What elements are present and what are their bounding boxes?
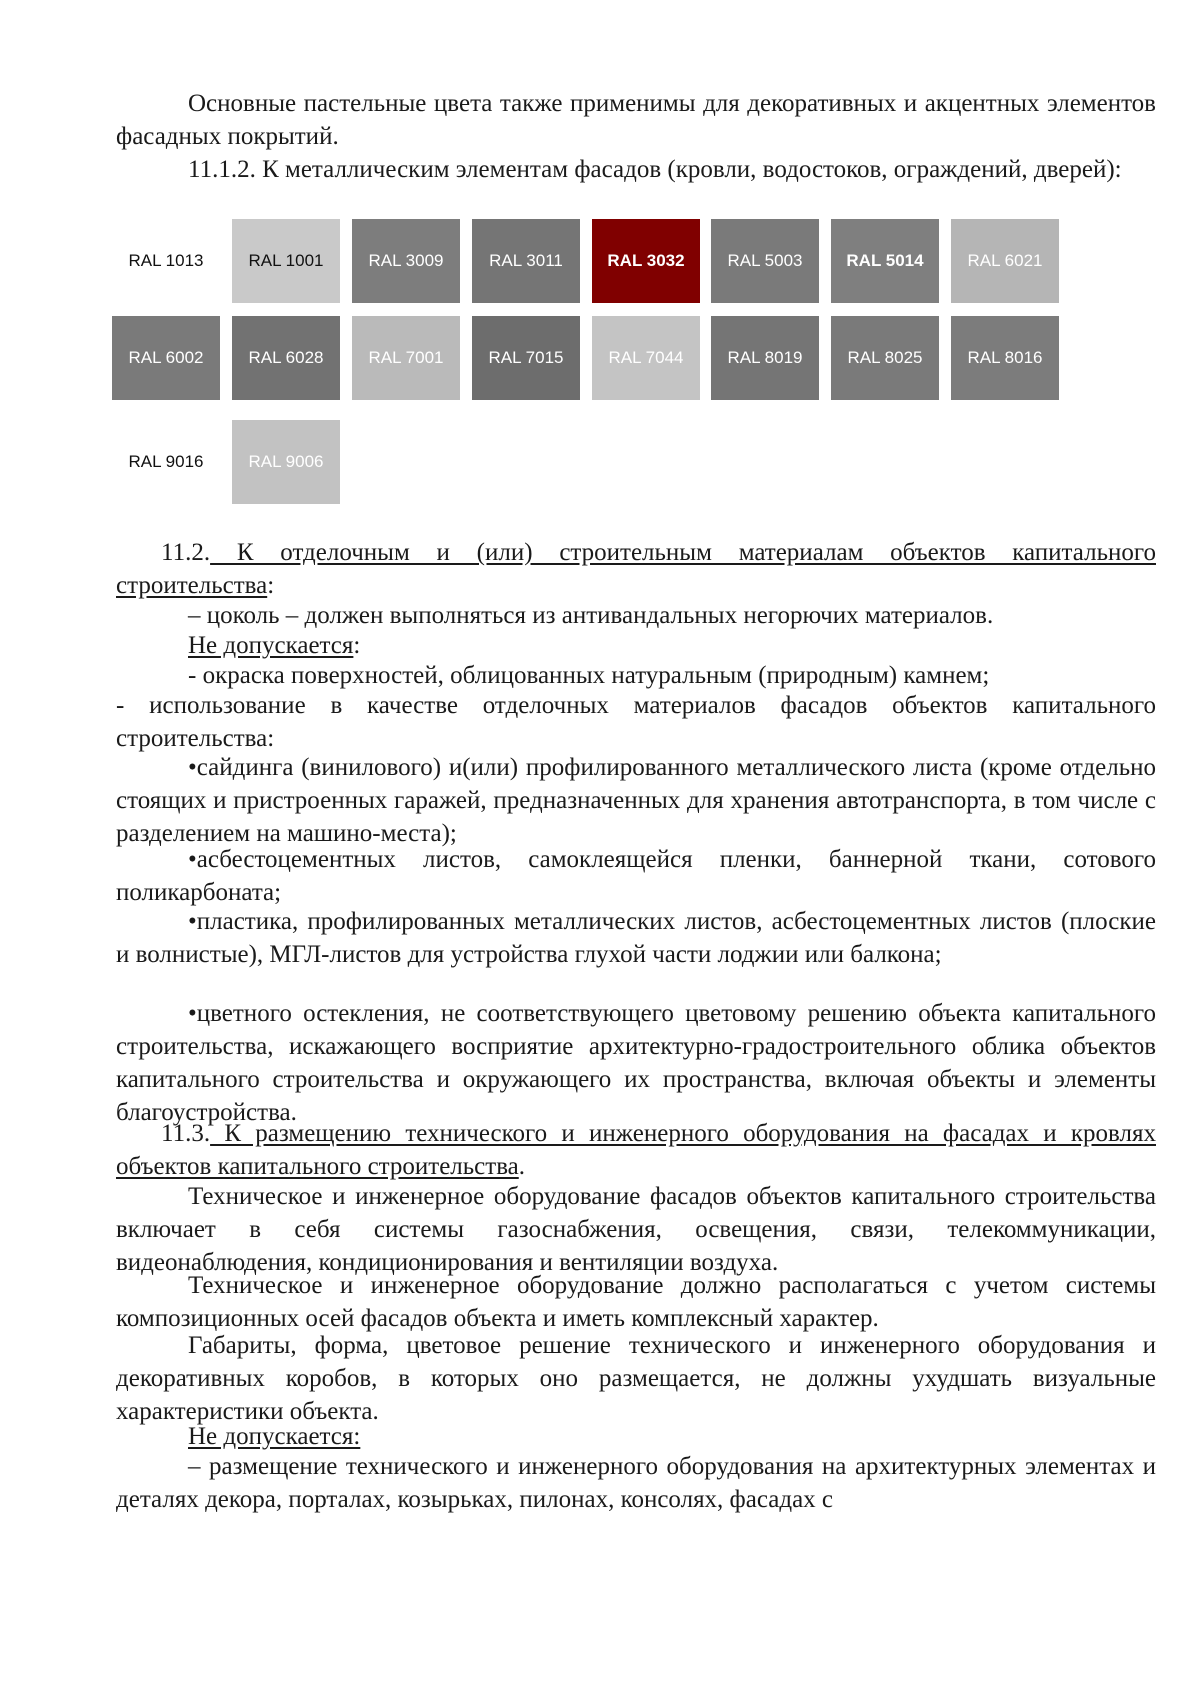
- ral-label: RAL 6028: [248, 348, 324, 367]
- list-item: - использование в качестве отделочных материалов фасадов объектов капитального строительства:: [116, 692, 1156, 752]
- colon: :: [267, 572, 275, 599]
- section-11-2-heading: [116, 536, 1156, 602]
- ral-label: RAL 3011: [489, 251, 563, 270]
- ral-label: RAL 3032: [607, 251, 685, 270]
- ral-label: RAL 9016: [128, 452, 204, 471]
- ral-label: RAL 6021: [967, 251, 1043, 270]
- ral-swatch: [232, 316, 340, 400]
- section-11-3-heading: [116, 1117, 1156, 1183]
- plinth-requirement: – цоколь – должен выполняться из антивандальных негорючих материалов.: [188, 602, 994, 629]
- bullet-item: •цветного остекления, не соответствующего цветовому решению объекта капитального строительства, искажающего восприятие архитектурно-градостроительного облика объектов капитального строительства и окружающего их пространства, включая объекты и элементы благоустройства.: [116, 1000, 1156, 1126]
- ral-label: RAL 1001: [248, 251, 324, 270]
- ral-swatch: [592, 316, 700, 400]
- equipment-paragraph: Техническое и инженерное оборудование фасадов объектов капитального строительства включает в себя системы газоснабжения, освещения, связи, телекоммуникации, видеонаблюдения, кондиционирования и вентиляции воздуха.: [116, 1183, 1156, 1276]
- equipment-paragraph: Габариты, форма, цветовое решение технического и инженерного оборудования и декоративных коробов, в которых оно размещается, не должны ухудшать визуальные характеристики объекта.: [116, 1332, 1156, 1425]
- not-allowed-text: Не допускается:: [188, 1423, 361, 1450]
- section-number: 11.2.: [161, 539, 211, 566]
- ral-label: RAL 9006: [248, 452, 324, 471]
- bullet-item: •асбестоцементных листов, самоклеящейся пленки, баннерной ткани, сотового поликарбоната;: [116, 846, 1156, 906]
- ral-swatch: [711, 316, 819, 400]
- bullet-item: •пластика, профилированных металлических листов, асбестоцементных листов (плоские и волнистые), МГЛ-листов для устройства глухой части лоджии или балкона;: [116, 908, 1156, 968]
- ral-swatch: [711, 219, 819, 303]
- ral-label: RAL 7001: [368, 348, 444, 367]
- ral-label: RAL 8016: [967, 348, 1043, 367]
- ral-label: RAL 3009: [368, 251, 444, 270]
- intro-paragraph: Основные пастельные цвета также применимы для декоративных и акцентных элементов фасадных покрытий.: [116, 90, 1156, 150]
- dot: .: [518, 1153, 526, 1180]
- ral-label: RAL 5014: [846, 251, 924, 270]
- section-number: 11.3.: [161, 1120, 211, 1147]
- ral-swatch: [112, 420, 220, 504]
- not-allowed-label: [116, 1420, 1156, 1453]
- ral-label: RAL 6002: [128, 348, 204, 367]
- ral-swatch: [352, 316, 460, 400]
- equipment-paragraph: Техническое и инженерное оборудование должно располагаться с учетом системы композиционных осей фасадов объекта и иметь комплексный характер.: [116, 1272, 1156, 1332]
- ral-label: RAL 5003: [727, 251, 803, 270]
- ral-swatch: [232, 219, 340, 303]
- section-11-1-2-heading: 11.1.2. К металлическим элементам фасадов (кровли, водостоков, ограждений, дверей):: [188, 156, 1122, 183]
- ral-swatch: [352, 219, 460, 303]
- ral-swatch: [951, 316, 1059, 400]
- ral-swatch: [951, 219, 1059, 303]
- ral-label: RAL 7044: [608, 348, 684, 367]
- ral-swatch: [112, 316, 220, 400]
- ral-label: RAL 8025: [847, 348, 923, 367]
- ral-label: RAL 7015: [488, 348, 564, 367]
- ral-swatch: [831, 316, 939, 400]
- ral-label: RAL 1013: [128, 251, 204, 270]
- list-item: - окраска поверхностей, облицованных натуральным (природным) камнем;: [188, 662, 990, 689]
- ral-swatch: [472, 219, 580, 303]
- bullet-item: •сайдинга (винилового) и(или) профилированного металлического листа (кроме отдельно стоящих и пристроенных гаражей, предназначенных для хранения автотранспорта, в том числе с разделением на машино-места);: [116, 754, 1156, 847]
- list-item: – размещение технического и инженерного оборудования на архитектурных элементах и деталях декора, порталах, козырьках, пилонах, консолях, фасадах с: [116, 1453, 1156, 1513]
- ral-swatch: [232, 420, 340, 504]
- section-title: К отделочным и (или) строительным материалам объектов капитального строительства: [116, 539, 1156, 599]
- ral-swatch: [112, 219, 220, 303]
- not-allowed-text: Не допускается: [188, 632, 354, 659]
- section-title: К размещению технического и инженерного оборудования на фасадах и кровлях объектов капитального строительства: [116, 1120, 1156, 1180]
- ral-label: RAL 8019: [727, 348, 803, 367]
- ral-swatch: [472, 316, 580, 400]
- not-allowed-label: [116, 629, 1156, 662]
- colon: :: [353, 632, 361, 659]
- ral-swatch: [592, 219, 700, 303]
- ral-swatch: [831, 219, 939, 303]
